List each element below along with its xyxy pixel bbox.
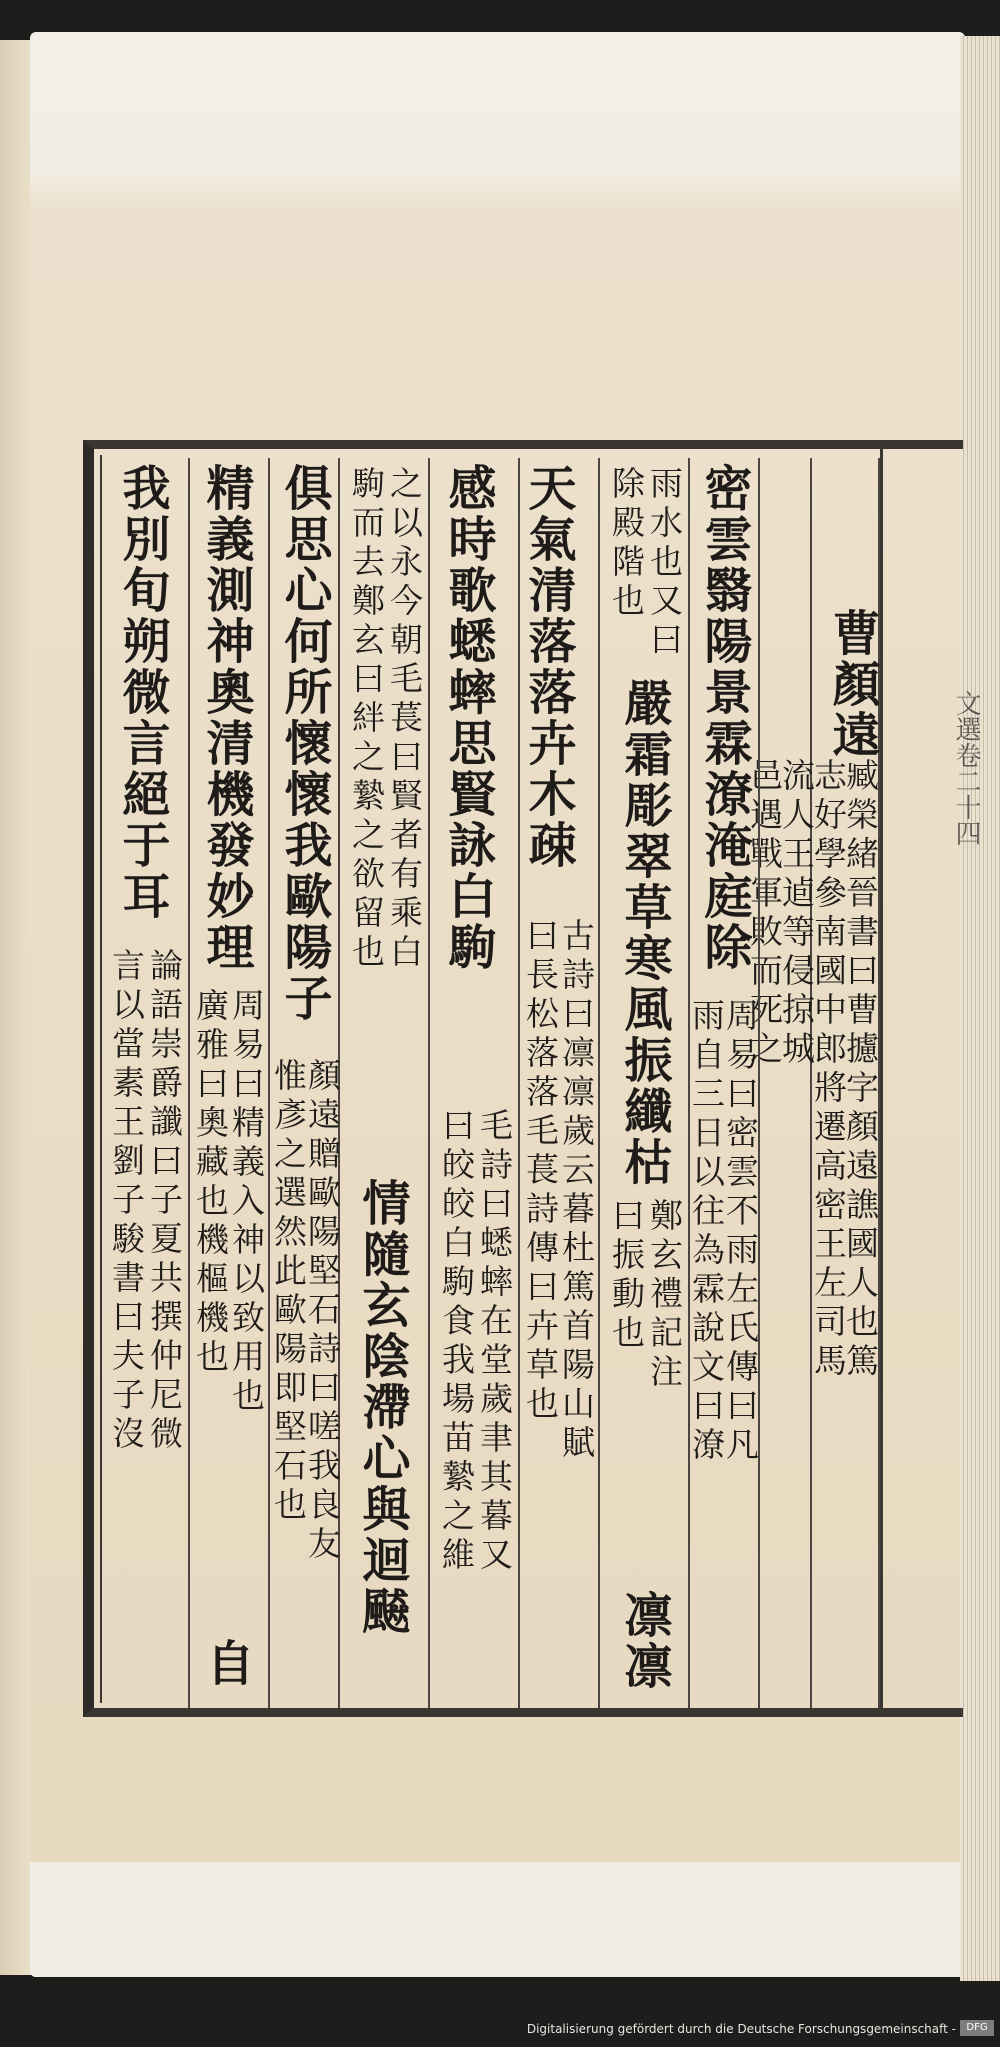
- main-text: 嚴霜彫翠草寒風振纖枯: [616, 678, 672, 1188]
- main-text: 俱思心何所懷懷我歐陽子: [276, 463, 332, 1024]
- page-stack-edges: [960, 36, 1000, 1981]
- annotation-line: 周易曰密雲不雨左氏傳曰凡: [721, 998, 760, 1466]
- text-column-9: [190, 458, 270, 1708]
- annotation-line: 志好學參南國中郎將遷高密王左司馬: [809, 758, 848, 1382]
- annotation-line: 周易曰精義入神以致用也: [227, 988, 266, 1417]
- annotation-line: 邑遇戰軍敗而死之: [745, 758, 784, 1070]
- annotation-line: 流人王逌等侵掠城: [777, 758, 816, 1070]
- main-text: 自: [198, 1638, 254, 1689]
- text-column-8: [270, 458, 340, 1708]
- annotation-line: 曰振動也: [607, 1198, 646, 1354]
- annotation-line: 顏遠贈歐陽堅石詩曰嗟我良友: [303, 1058, 342, 1565]
- page-bottom-margin: [30, 1862, 965, 1977]
- annotation-line: 古詩曰凛凛歲云暮杜篤首陽山賦: [557, 918, 596, 1464]
- text-column-7: [340, 458, 430, 1708]
- annotation-line: 之以永今朝毛萇曰賢者有乘白: [385, 466, 424, 973]
- main-text: 天氣清落落卉木疎: [520, 463, 576, 871]
- block-center-column: [880, 440, 963, 1717]
- annotation-line: 曰皎皎白駒食我場苗縶之維: [437, 1108, 476, 1576]
- annotation-line: 雨自三日以往為霖說文曰潦: [687, 998, 726, 1466]
- annotation-line: 毛詩曰蟋蟀在堂歲聿其暮又: [475, 1108, 514, 1576]
- annotation-line: 曰長松落落毛萇詩傳曰卉草也: [521, 918, 560, 1425]
- annotation-line: 臧榮緒晉書曰曹攄字顏遠譙國人也篤: [841, 758, 880, 1382]
- text-column-4: [600, 458, 690, 1708]
- dfg-logo: DFG: [960, 2020, 994, 2036]
- main-text: 精義測神奧清機發妙理: [198, 463, 254, 973]
- annotation-line: 駒而去鄭玄曰絆之縶之欲留也: [347, 466, 386, 973]
- annotation-line: 言以當素王劉子駿書曰夫子沒: [107, 948, 146, 1455]
- text-column-5: [520, 458, 600, 1708]
- text-column-1: [809, 458, 880, 1708]
- main-text: 我別旬朔微言絕于耳: [114, 463, 170, 922]
- annotation-line: 惟彥之選然此歐陽即堅石也: [269, 1058, 308, 1526]
- text-column-2: [745, 458, 816, 1708]
- text-column-3: [687, 458, 760, 1708]
- annotation-line: 廣雅曰奧藏也機樞機也: [191, 988, 230, 1378]
- annotation-line: 雨水也又曰: [645, 466, 684, 661]
- annotation-line: 除殿階也: [607, 466, 646, 622]
- text-column-6: [430, 458, 520, 1708]
- main-text: 密雲翳陽景霖潦淹庭除: [696, 463, 752, 973]
- digitization-credit: Digitalisierung gefördert durch die Deutsche Forschungsgemeinschaft -: [526, 2022, 956, 2036]
- spine-title: 文選卷二十四: [951, 690, 981, 846]
- main-text: 情隨玄陰滯心與迴飇: [354, 1178, 410, 1637]
- main-text: 曹顏遠: [824, 608, 880, 761]
- main-text: 凛凛: [616, 1590, 672, 1692]
- annotation-line: 論語崇爵讖曰子夏共撰仲尼微: [145, 948, 184, 1455]
- main-text: 感時歌蟋蟀思賢詠白駒: [440, 463, 496, 973]
- text-column-10: [102, 458, 190, 1708]
- annotation-line: 鄭玄禮記注: [645, 1198, 684, 1393]
